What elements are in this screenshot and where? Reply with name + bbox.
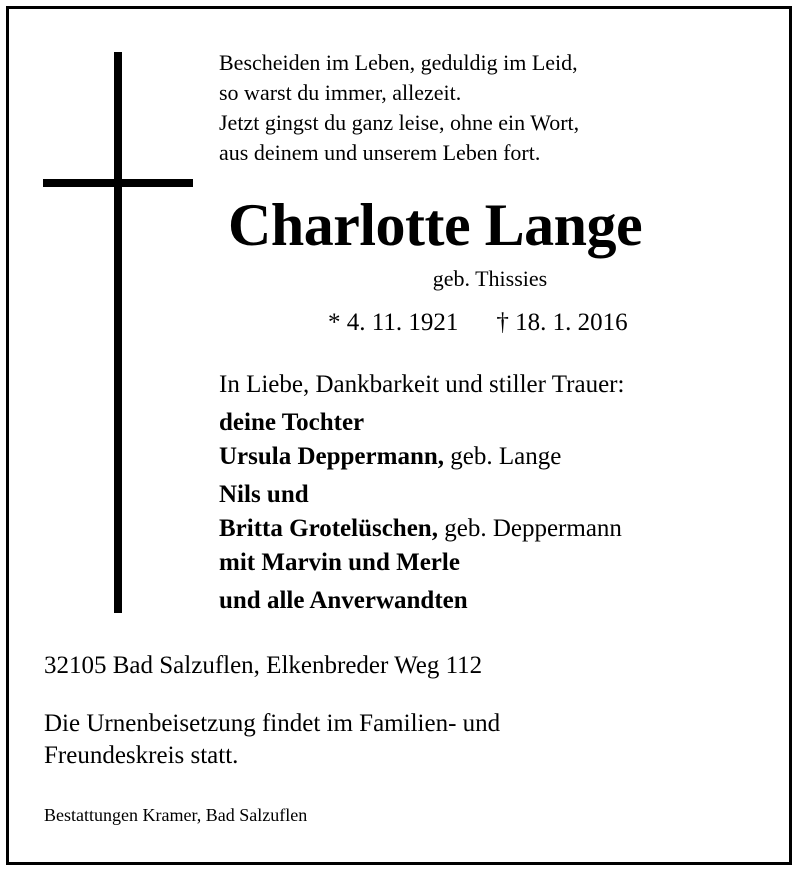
mourner-line: deine Tochter [219, 409, 365, 436]
undertaker: Bestattungen Kramer, Bad Salzuflen [44, 805, 308, 825]
deceased-name: Charlotte Lange [228, 192, 643, 258]
life-dates [328, 306, 628, 340]
notice-line: Freundeskreis statt. [44, 742, 239, 769]
birth-name: geb. Thissies [432, 266, 548, 291]
mourner-line [219, 512, 624, 546]
mourners-list [219, 368, 624, 618]
cross-vertical-bar [114, 52, 122, 613]
death-date: † 18. 1. 2016 [496, 309, 628, 336]
poem-line: Bescheiden im Leben, geduldig im Leid, [219, 50, 578, 75]
mourner-line [219, 440, 624, 474]
mourner-line: mit Marvin und Merle [219, 549, 460, 576]
poem-line: Jetzt gingst du ganz leise, ohne ein Wort, [219, 110, 580, 135]
address: 32105 Bad Salzuflen, Elkenbreder Weg 112 [44, 652, 483, 679]
memorial-poem [219, 48, 579, 168]
cross-horizontal-bar [43, 179, 193, 187]
mourners-intro: In Liebe, Dankbarkeit und stiller Trauer: [219, 371, 625, 398]
mourner-birth-name: geb. Lange [444, 443, 562, 470]
mourner-name: Britta Grotelüschen, [219, 515, 438, 542]
poem-line: aus deinem und unserem Leben fort. [219, 140, 541, 165]
mourner-line: Nils und [219, 481, 309, 508]
funeral-notice [44, 708, 500, 772]
poem-line: so warst du immer, allezeit. [219, 80, 462, 105]
mourner-line: und alle Anverwandten [219, 587, 468, 614]
mourner-birth-name: geb. Deppermann [437, 515, 622, 542]
mourner-name: Ursula Deppermann, [219, 443, 445, 470]
notice-line: Die Urnenbeisetzung findet im Familien- und [44, 710, 501, 737]
birth-date: * 4. 11. 1921 [328, 309, 459, 336]
